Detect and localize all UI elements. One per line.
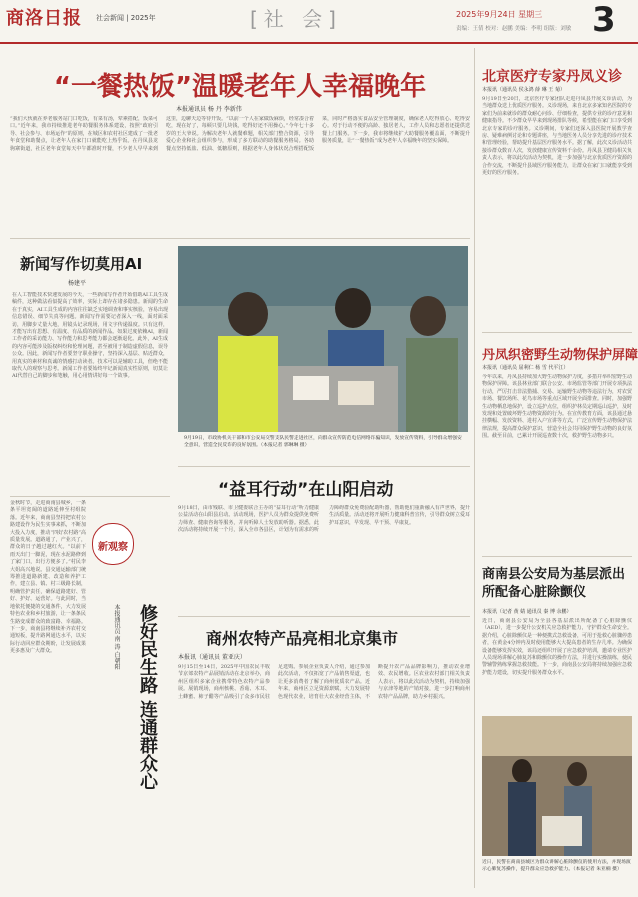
divider bbox=[178, 616, 470, 617]
column-body: 金秋时节，走进商南县城乡，一条条平坦宽阔的道路延伸至村组院落。近年来，商南县坚持把农村公路建设作为民生实事来抓，不断加大投入力度，推动“四好农村路”高质量发展。道路通了，产业兴了，群众的日子越过越红火。“以前下雨天出门一脚泥，现在水泥路修到了家门口，出行方便多了。”村民李大姐高兴地说。县交通运输部门统筹推进道路新建、改造和养护工作，建立县、镇、村三级路长制，明确管护责任，确保道路建好、管好、护好、运营好。与此同时，当地依托便捷的交通条件，大力发展特色农业和乡村旅游，让一条条民生路变成群众的致富路、幸福路。下一步，商南县将继续补齐农村交通短板，提升路网通达水平，以实际行动回应群众期盼，让发展成果更多惠及广大群众。 bbox=[10, 500, 86, 655]
beijing-byline: 本报讯（通讯员 侯永鸿 薛 琳 王 菊） bbox=[482, 87, 565, 93]
wildlife-body: 今年以来，丹凤县持续加大野生动物保护力度，多措并举织密野生动物保护屏障。该县林业部门联合公安、市场监管等部门开展专项执法行动，严厉打击非法猎捕、交易、运输野生动物等违法行为，对农贸市场、餐饮场所、花鸟市场等重点区域开展全面排查。同时，加强野生动物栖息地保护，设立巡护点位，组织护林员定期巡山巡护，及时发现和处置破坏野生动物资源的行为。在宣传教育方面，该县通过悬挂横幅、发放资料、进村入户宣讲等方式，广泛宣传野生动物保护法律法规，提高群众保护意识，营造全社会共同保护野生动物的良好氛围。截至目前，已累计开展巡查数十次，救护野生动物多只。 bbox=[482, 374, 632, 440]
divider bbox=[482, 556, 632, 557]
issue-date: 2025年9月24日 星期三 bbox=[456, 10, 543, 19]
yiqi-headline: “益耳行动”在山阳启动 bbox=[218, 480, 394, 500]
wildlife-byline: 本报讯（通讯员 屈利仁 杨 雪 代平江） bbox=[482, 365, 569, 371]
badge-label: 新观察 bbox=[98, 542, 128, 553]
police-photo-caption: 近日，民警在商南县城区为群众讲解心脏除颤仪的使用方法，并现场演示心肺复苏操作，提升群众应急救护能力。（本报记者 朱亚楠 摄） bbox=[482, 860, 631, 872]
photo-illustration bbox=[178, 246, 468, 432]
masthead-subtitle: 社会新闻 | 2025年 bbox=[96, 14, 156, 22]
lead-body: “我们大伙就在养老服务站门口吃饭，有菜有汤，荤素搭配，饭菜可口。”近年来，我市持续推进老年助餐服务体系建设，按照“政府引导、社会参与、市场运作”的原则，在城区和农村社区建成了一批老年食堂和助餐点，让老年人在家门口就能吃上热乎饭。在丹凤县龙驹寨街道，社区老年食堂每天中午都准时开餐，不少老人早早来到这里，边聊天边等待开饭。“以前一个人在家做饭麻烦，经常凑合着吃，现在好了，每顿只要几块钱，吃得好还不用操心。”今年七十多岁的王大爷说。为解决老年人就餐难题，相关部门整合资源，引导爱心企业和社会组织参与，形成了多方联动的助餐服务格局。各助餐点坚持低盐、低油、低糖原则，根据老年人身体状况合理搭配饭菜，同时严格落实食品安全管理制度，确保老人吃得放心、吃得安心。对于行动不便的高龄、独居老人，工作人员和志愿者还提供送餐上门服务。下一步，我市将继续扩大助餐服务覆盖面，不断提升服务质量，让“一餐热饭”成为老年人幸福晚年的坚实保障。 bbox=[10, 116, 470, 152]
column-headline: 修好民生路 连通群众心 bbox=[137, 604, 158, 791]
beijing-body: 9月19日至20日，北京医疗专家团队走进丹凤县开展义诊活动，为当地群众送上优质医疗服务。义诊现场，来自北京多家知名医院的专家们为前来就诊的群众耐心问诊、仔细检查，提供专业的诊疗意见和健康指导。不少群众早早来到现场排队等候，希望能在家门口享受到北京专家的诊疗服务。义诊期间，专家们还深入县医院开展教学查房、疑难病例讨论和专题讲座，与当地医务人员分享先进的诊疗技术和管理经验，帮助提升基层医疗服务水平。据了解，此次义诊活动共接诊群众数百人次，发放健康宣传资料千余份。丹凤县卫健局相关负责人表示，将以此次活动为契机，进一步加强与北京优质医疗资源的合作交流，不断提升县域医疗服务能力，让群众在家门口就能享受到更好的医疗服务。 bbox=[482, 96, 632, 177]
lead-headline: “一餐热饭”温暖老年人幸福晚年 bbox=[53, 72, 427, 102]
news-ai-body: 在人工智能技术快速发展的今天，一些新闻写作者开始借助AI工具生成稿件，这种做法看似提高了效率，实际上却存在诸多隐患。新闻的生命在于真实，AI工具生成的内容往往缺乏实地调查和事实核验，容易出现信息错误、细节失真等问题。新闻写作需要记者深入一线，面对面采访，用脚步丈量大地，用镜头记录现场，用文字传递温度。只有这样，才能写出有思想、有温度、有品质的新闻作品。如果过度依赖AI，新闻工作者的采访能力、写作能力和思考能力都会逐渐退化。此外，AI生成的内容可能涉及版权纠纷和伦理问题，甚至被用于制造虚假信息，误导公众。因此，新闻写作者要坚守职业操守，坚持深入基层、贴近群众，用真实的素材和真诚的情感打动读者。技术可以是辅助工具，但绝不能取代人的观察与思考。新闻工作者要始终牢记新闻真实性原则，切莫让AI代替自己的脚步和笔触，用心用情讲好每一个故事。 bbox=[12, 292, 168, 380]
police-photo-illustration bbox=[482, 716, 632, 856]
news-ai-author: 杨建平 bbox=[68, 280, 87, 287]
press-photo bbox=[178, 246, 468, 432]
divider bbox=[482, 332, 632, 333]
yiqi-body: 9月18日，由市残联、市卫健委联合主办的“益耳行动”听力健康公益活动在山阳县启动。活动现场，医护人员为群众提供免费听力筛查、健康咨询等服务，并向听障人士发放助听器。据悉，此次活动将持续开展一个月，深入全市各县区，计划为有需求的听力障碍群众免费验配助听器，帮助他们重新融入有声世界，提升生活质量。活动还将开展听力健康科普宣传，引导群众树立爱耳护耳意识，早发现、早干预、早康复。 bbox=[178, 505, 470, 534]
news-ai-headline: 新闻写作切莫用AI bbox=[20, 255, 143, 273]
divider bbox=[10, 496, 170, 497]
police-body: 近日，商南县公安局为全县各基层派出所配备了心脏除颤仪（AED），进一步提升公安机关应急救护能力，守护群众生命安全。据介绍，心脏除颤仪是一种便携式急救设备，可用于抢救心脏骤停患者，在黄金4分钟内及时使用能够大大提高患者的生存几率。为确保设备能够发挥实效，该局还组织开展了应急救护培训，邀请专业医护人员现场讲解心肺复苏和除颤仪的操作方法，并进行实操演练，使民警辅警熟练掌握急救技能。下一步，商南县公安局将持续加强应急救护能力建设，切实提升服务群众水平。 bbox=[482, 618, 632, 676]
column-divider bbox=[474, 48, 475, 888]
police-headline: 商南县公安局为基层派出所配备心脏除颤仪 bbox=[482, 567, 626, 600]
section-title: [社 会] bbox=[250, 7, 342, 31]
wildlife-headline: 丹凤织密野生动物保护屏障 bbox=[482, 348, 638, 363]
page-number: 3 bbox=[592, 0, 616, 40]
divider bbox=[178, 466, 470, 467]
police-byline: 本报讯（记者 黄 婧 通讯员 秦 博 余鹏） bbox=[482, 609, 572, 615]
editor-credits: 责编：王倩 校对：赵鹏 美编：李明 组版：刘敏 bbox=[456, 26, 572, 32]
lead-byline: 本报通讯员 杨 丹 李新伟 bbox=[176, 106, 242, 113]
newspaper-logo: 商洛日报 bbox=[6, 8, 82, 29]
beijing-headline: 北京医疗专家丹凤义诊 bbox=[482, 69, 622, 85]
farm-body: 9月15日至14日，2025年中国农民丰收节京郊农特产品展销活动在北京举办，商州区组织多家企业携带特色农特产品参展。展销现场，商州核桃、香菇、木耳、土蜂蜜、柿子醋等产品吸引了众多市民驻足选购。参展企业负责人介绍，通过参加此次活动，不仅拓宽了产品销售渠道，也让更多消费者了解了商州优质农产品。近年来，商州区立足资源禀赋，大力发展特色现代农业，培育壮大农业经营主体，不断提升农产品品牌影响力，推动农业增效、农民增收。区农业农村部门相关负责人表示，将以此次活动为契机，持续加强与京津等地的产销对接，进一步打响商州农特产品品牌，助力乡村振兴。 bbox=[178, 664, 470, 700]
column-byline: 本报通讯员 南 涛 白朝阳 bbox=[113, 604, 120, 670]
police-photo bbox=[482, 716, 632, 856]
farm-byline: 本报讯（通讯员 董亚庆） bbox=[178, 654, 246, 661]
photo-caption: 9月19日，市政协机关干部和市公安局交警支队民警走进社区，向群众宣传防范电信网络诈骗知识，发放宣传资料，引导群众增强安全意识，营造全民反诈的良好氛围。（本报记者 郭琳琳 摄） bbox=[184, 436, 462, 448]
divider bbox=[10, 238, 470, 239]
farm-headline: 商州农特产品亮相北京集市 bbox=[206, 629, 399, 648]
